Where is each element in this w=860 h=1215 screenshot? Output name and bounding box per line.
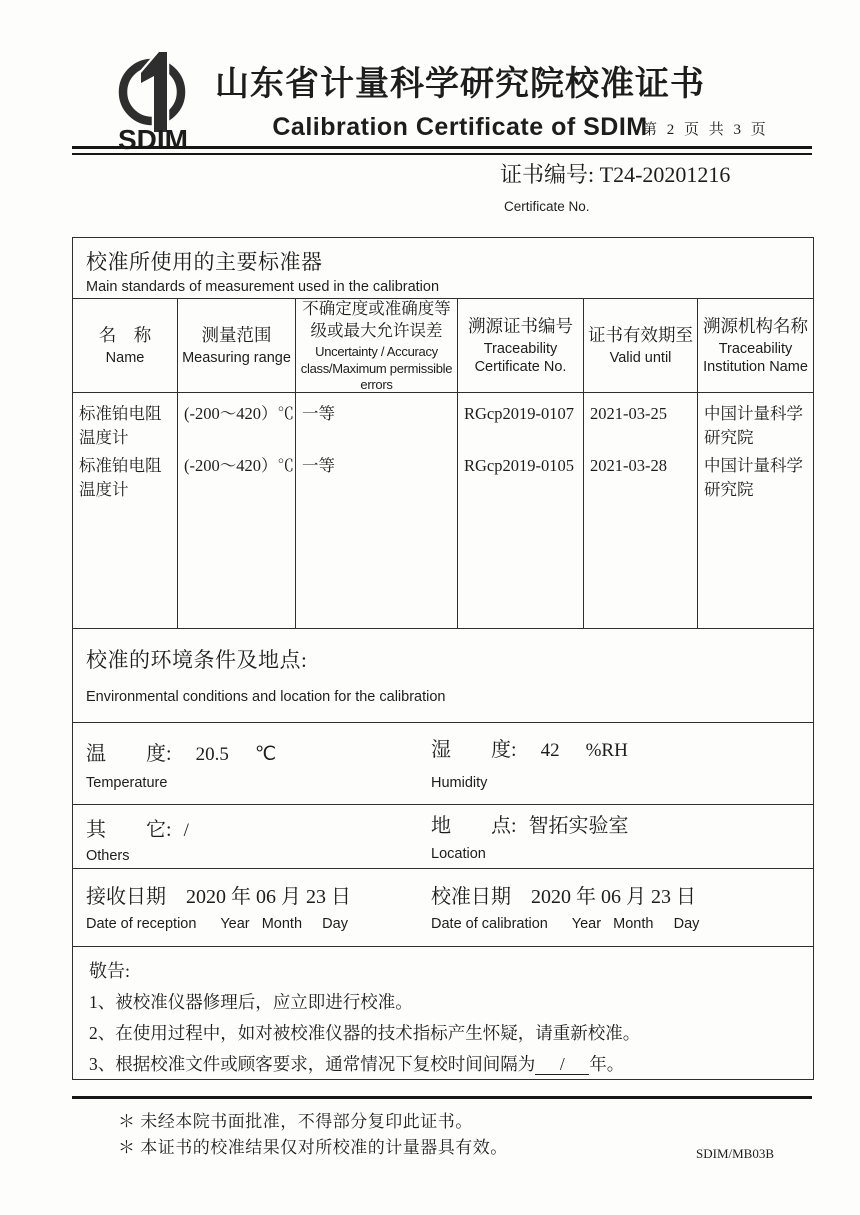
humidity-unit: %RH (585, 740, 628, 761)
column-header-valid-until: 证书有效期至 Valid until (584, 299, 698, 393)
environment-title-zh: 校准的环境条件及地点: (86, 648, 308, 672)
location-label: 地 点: (431, 815, 517, 837)
reception-date-label: 接收日期 (86, 886, 166, 908)
temperature-unit: ℃ (254, 744, 277, 765)
location-label-en: Location (431, 846, 486, 862)
valid-until-date: 2021-03-28 (590, 456, 667, 475)
certificate-number-label: 证书编号: (500, 162, 600, 187)
location-value: 智拓实验室 (528, 815, 629, 837)
temperature-label-en: Temperature (86, 775, 168, 791)
column-header-institution: 溯源机构名称 Traceability Institution Name (698, 299, 813, 393)
recalibration-interval-blank: / (535, 1056, 589, 1075)
institution-name: 中国计量科学研究院 (704, 404, 803, 447)
reception-date-value: 2020 年 06 月 23 日 (186, 886, 351, 908)
accuracy-class: 一等 (302, 456, 335, 475)
notice-item-2: 2、在使用过程中，如对被校准仪器的技术指标产生怀疑，请重新校准。 (89, 1023, 641, 1043)
column-header-uncertainty: 不确定度或准确度等级或最大允许误差 Uncertainty / Accuracy class/Maximum permissible errors (296, 299, 458, 393)
footer-note-1: ＊ 未经本院书面批准，不得部分复印此证书。 (118, 1112, 473, 1131)
measuring-range: (-200～420）℃ (184, 404, 294, 423)
footer-note-2: ＊ 本证书的校准结果仅对所校准的计量器具有效。 (118, 1138, 508, 1157)
temperature-label: 温 度: (86, 743, 172, 765)
notice-title: 敬告: (89, 961, 131, 981)
dates-row (73, 869, 813, 947)
calibration-date-label: 校准日期 (431, 886, 511, 908)
temperature-field (86, 737, 276, 791)
calibration-date-field (431, 880, 699, 932)
others-location-row (73, 805, 813, 869)
environment-section-header (73, 629, 813, 723)
humidity-label: 湿 度: (431, 739, 517, 761)
standard-name: 标准铂电阻温度计 (79, 456, 162, 499)
calibration-date-value: 2020 年 06 月 23 日 (531, 886, 696, 908)
certificate-number-label-en: Certificate No. (504, 199, 590, 214)
institute-title-zh: 山东省计量科学研究院校准证书 (215, 66, 705, 103)
humidity-label-en: Humidity (431, 775, 488, 791)
temperature-value: 20.5 (195, 744, 229, 765)
notice-item-3: 3、根据校准文件或顾客要求，通常情况下复校时间间隔为 / 年。 (89, 1054, 625, 1074)
others-value: / (183, 820, 189, 841)
notice-item-1: 1、被校准仪器修理后，应立即进行校准。 (89, 992, 413, 1012)
measuring-range: (-200～420）℃ (184, 456, 294, 475)
column-header-traceability-cert: 溯源证书编号 Traceability Certificate No. (458, 299, 584, 393)
temp-humidity-row (73, 723, 813, 805)
location-field (431, 809, 629, 862)
accuracy-class: 一等 (302, 404, 335, 423)
certificate-number-line (500, 158, 730, 189)
notice-section (73, 947, 813, 1079)
column-header-range: 测量范围 Measuring range (178, 299, 296, 393)
table-cell-accuracy (296, 393, 458, 628)
environment-title-en: Environmental conditions and location for the calibration (86, 689, 446, 705)
reception-date-label-en: Date of reception Year Month Day (86, 916, 348, 932)
column-header-name: 名 称 Name (73, 299, 178, 393)
table-cell-valid-until (584, 393, 698, 628)
table-cell-names (73, 393, 178, 628)
calibration-date-label-en: Date of calibration Year Month Day (431, 916, 700, 932)
table-cell-cert-numbers (458, 393, 584, 628)
certificate-number-value: T24-20201216 (599, 162, 731, 187)
svg-text:SDIM: SDIM (118, 124, 188, 152)
others-field (86, 813, 189, 864)
traceability-cert-no: RGcp2019-0107 (464, 404, 574, 423)
form-number: SDIM/MB03B (696, 1146, 775, 1161)
page-number: 第 2 页 共 3 页 (642, 122, 769, 138)
valid-until-date: 2021-03-25 (590, 404, 667, 423)
others-label-en: Others (86, 848, 130, 864)
humidity-value: 42 (540, 740, 560, 761)
standard-name: 标准铂电阻温度计 (79, 404, 162, 447)
table-cell-ranges (178, 393, 296, 628)
humidity-field (431, 733, 628, 791)
certificate-body-box (72, 237, 814, 1080)
standards-table (73, 299, 813, 629)
standards-section-header (73, 238, 813, 299)
standards-title-en: Main standards of measurement used in the calibration (86, 279, 440, 295)
others-label: 其 它: (86, 819, 172, 841)
standards-title-zh: 校准所使用的主要标准器 (86, 250, 323, 274)
institution-name: 中国计量科学研究院 (704, 456, 803, 499)
table-cell-institutions (698, 393, 813, 628)
header-divider (72, 146, 812, 155)
traceability-cert-no: RGcp2019-0105 (464, 456, 574, 475)
institute-title-en: Calibration Certificate of SDIM (272, 113, 648, 141)
reception-date-field (86, 880, 351, 932)
footer-divider (72, 1096, 812, 1099)
